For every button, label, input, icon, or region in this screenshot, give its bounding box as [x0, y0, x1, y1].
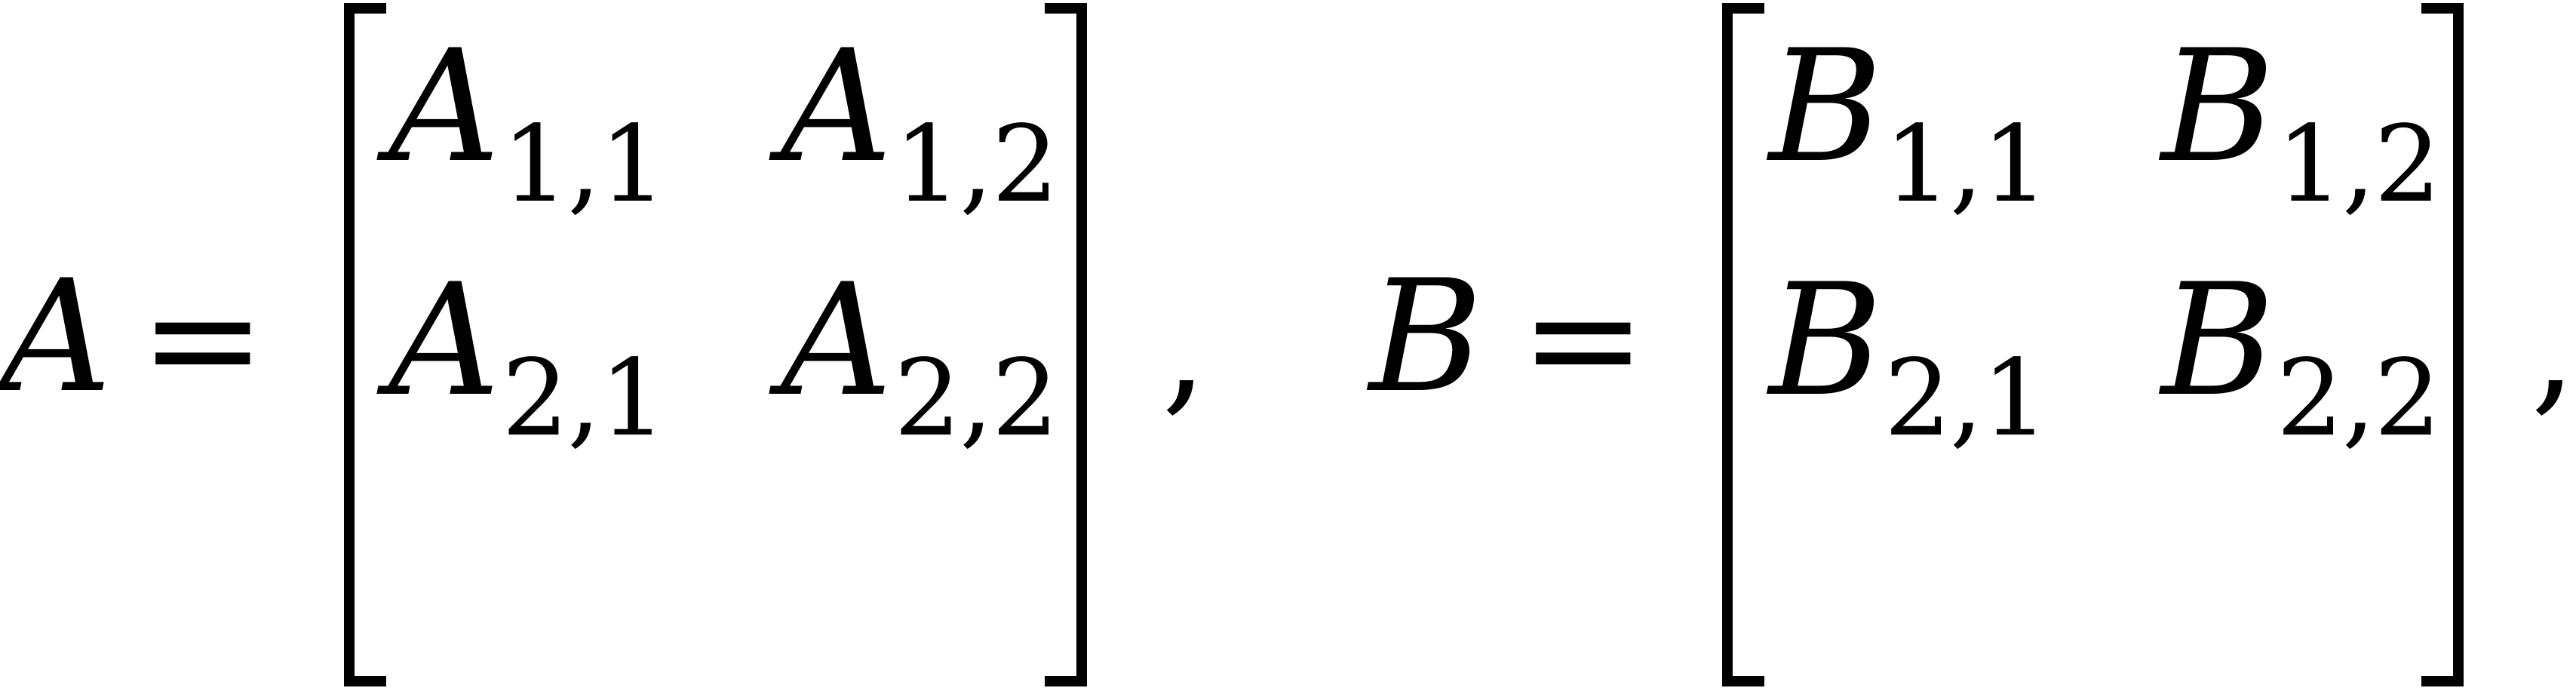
- entry-subscript: 2,1: [1884, 337, 2048, 460]
- matrix-a-right-bracket: [1045, 3, 1087, 686]
- matrix-a-entry-2-1: [388, 251, 665, 460]
- matrix-b-entry-2-2: [2161, 251, 2440, 460]
- matrix-a-entry-2-2: [781, 251, 1058, 460]
- matrix-a-separator-comma: ,: [1162, 263, 1208, 430]
- matrix-a-equals-sign: =: [140, 251, 266, 427]
- matrix-b-name: B: [1369, 247, 1483, 427]
- entry-base: A: [781, 251, 893, 431]
- matrix-b-left-bracket: [1722, 3, 1764, 686]
- matrix-a-entry-1-1: [388, 17, 665, 226]
- matrix-a-name: A: [0, 247, 112, 427]
- entry-base: B: [2161, 251, 2275, 431]
- entry-base: B: [1769, 251, 1883, 431]
- matrix-b-entry-1-2: [2161, 17, 2440, 226]
- matrix-b-entry-2-1: [1769, 251, 2048, 460]
- entry-base: B: [2161, 17, 2275, 197]
- entry-subscript: 1,1: [1884, 103, 2048, 226]
- matrix-b-equals-sign: =: [1520, 251, 1647, 427]
- entry-subscript: 2,2: [894, 337, 1058, 460]
- entry-subscript: 1,2: [894, 103, 1058, 226]
- entry-subscript: 2,2: [2276, 337, 2440, 460]
- entry-base: B: [1769, 17, 1883, 197]
- matrix-a-left-bracket: [344, 3, 386, 686]
- entry-base: A: [781, 17, 893, 197]
- entry-subscript: 1,2: [2276, 103, 2440, 226]
- entry-subscript: 2,1: [502, 337, 665, 460]
- matrix-a-entry-1-2: [781, 17, 1058, 226]
- entry-base: A: [388, 251, 501, 431]
- matrix-b-entry-1-1: [1769, 17, 2048, 226]
- entry-subscript: 1,1: [502, 103, 665, 226]
- matrix-b-separator-comma: ,: [2531, 263, 2576, 430]
- entry-base: A: [388, 17, 501, 197]
- matrix-b-right-bracket: [2421, 3, 2464, 686]
